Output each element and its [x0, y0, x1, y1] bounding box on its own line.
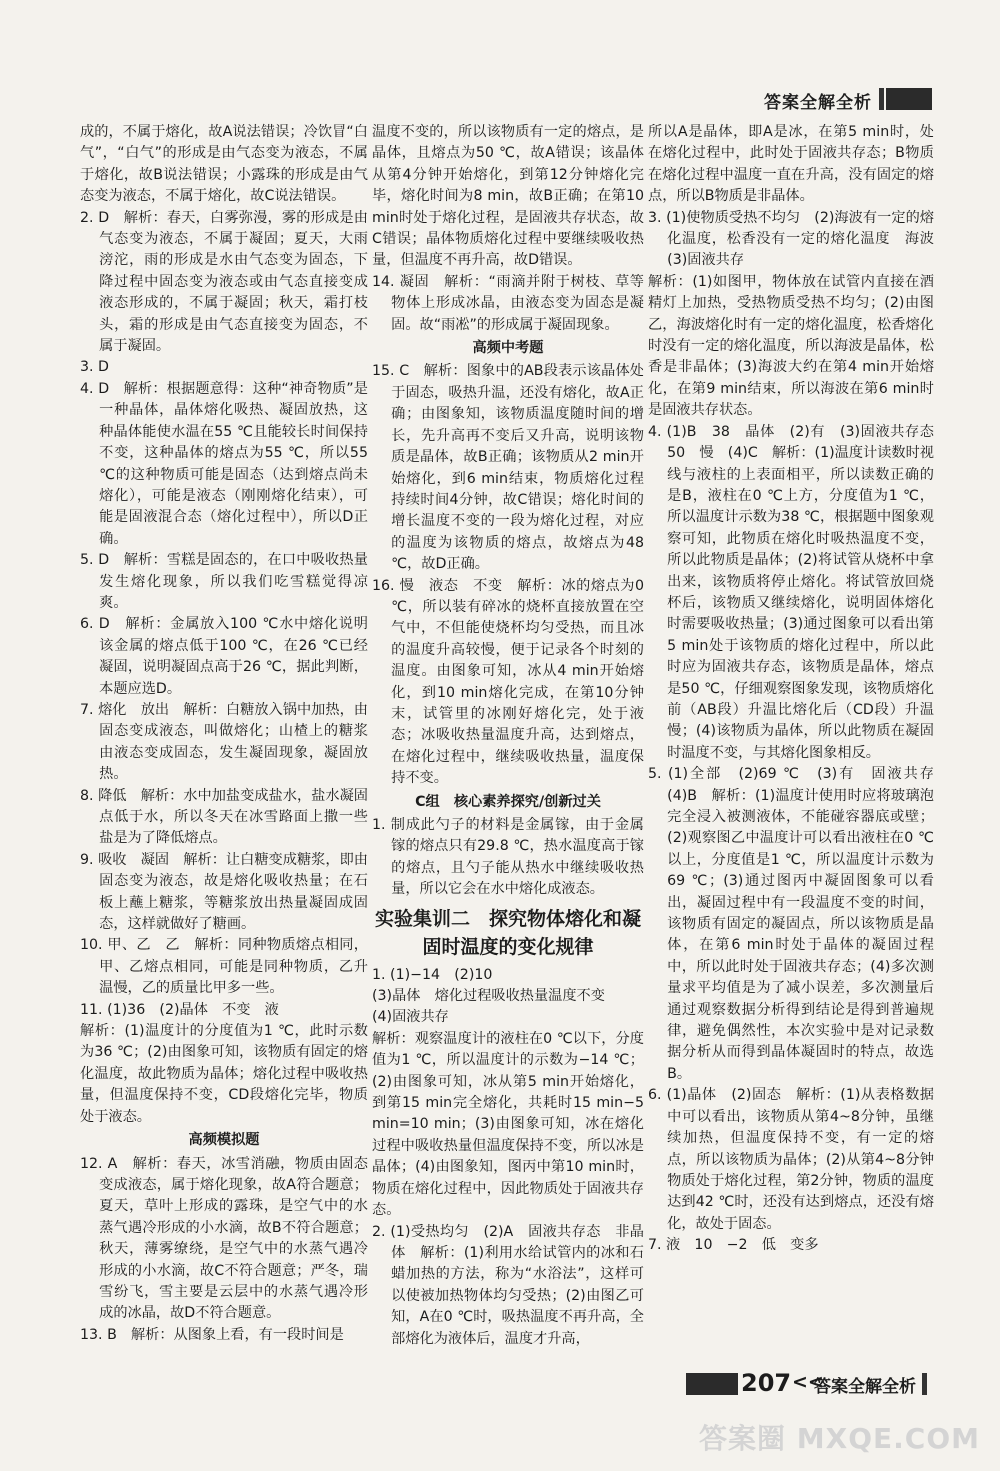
answer-paragraph: 14. 凝固 解析：“雨滴并附于树枝、草等物体上形成冰晶，由液态变为固态是凝固。故“雨凇”的形成属于凝固现象。 — [372, 273, 644, 333]
page-footer — [0, 1371, 1000, 1401]
answer-paragraph: 5. D 解析：雪糕是固态的，在口中吸收热量发生熔化现象，所以我们吃雪糕觉得凉爽。 — [80, 552, 368, 611]
answer-paragraph: 15. C 解析：图象中的AB段表示该晶体处于固态，吸热升温，还没有熔化，故A正确；由图象知，该物质温度随时间的增长，先升高再不变后又升高，说明该物质是晶体，故B正确；该物质从2 min开始熔化，到6 min结束，物质熔化过程持续时间4分钟，故C错误；熔化时间的增长温度不变的一段为熔化过程，对应的温度为该物质的熔点，故熔点为48 ℃，故D正确。 — [372, 363, 644, 573]
answer-paragraph: 4. (1)B 38 晶体 (2)有 (3)固液共存态 50 慢 (4)C 解析：(1)温度计读数时视线与液柱的上表面相平，所以读数正确的是B，液柱在0 ℃上方，分度值为1 ℃，所以温度计示数为38 ℃，根据题中图象观察可知，此物质在熔化时吸热温度不变，所以此物质是晶体；(2)将试管从烧杯中拿出来，该物质将停止熔化。将试管放回烧杯后，该物质又继续熔化，说明固体熔化时需要吸收热量；(3)通过图象可以看出第5 min处于该物质的熔化过程中，所以此时应为固液共存态，该物质是晶体，熔点是50 ℃，仔细观察图象发现，该物质熔化前（AB段）升温比熔化后（CD段）升温慢；(4)该物质为晶体，所以此物质在凝固时温度不变，与其熔化图象相反。 — [648, 423, 949, 761]
answer-paragraph: (4)固液共存 — [372, 1009, 449, 1026]
answer-paragraph: 温度不变的，所以该物质有一定的熔点，是晶体，且熔点为50 ℃，故A错误；该晶体从第4分钟开始熔化，到第12分钟熔化完毕，熔化时间为8 min，故B正确；在第10 min时处于熔化过程，是固液共存状态，故C错误；晶体物质熔化过程中要继续吸收热量，但温度不再升高，故D错误。 — [372, 124, 644, 269]
experiment-title: 实验集训二 探究物体熔化和凝固时温度的变化规律 — [374, 907, 641, 958]
answer-paragraph: 13. B 解析：从图象上看，有一段时间是 — [80, 1326, 344, 1343]
answer-paragraph: 解析：(1)如图甲，物体放在试管内直接在酒精灯上加热，受热物质受热不均匀；(2)由图乙，海波熔化时有一定的熔化温度，松香熔化时没有一定的熔化温度，所以海波是晶体，松香是非晶体；(3)海波大约在第4 min开始熔化，在第9 min结束，所以海波在第6 min时是固液共存状态。 — [648, 273, 934, 419]
answer-paragraph: 16. 慢 液态 不变 解析：冰的熔点为0 ℃，所以装有碎冰的烧杯直接放置在空气中，不但能使烧杯均匀受热，而且冰的温度升高较慢，便于记录各个时刻的温度。由图象可知，冰从4 min开始熔化，到10 min熔化完成，在第10分钟末，试管里的冰刚好熔化完，处于液态；冰吸收热量温度升高，达到熔点，在熔化过程中，继续吸收热量，温度保持不变。 — [372, 577, 644, 787]
answer-paragraph: 7. 液 10 −2 低 变多 — [648, 1237, 819, 1254]
answer-paragraph: 解析：观察温度计的液柱在0 ℃以下，分度值为1 ℃，所以温度计的示数为−14 ℃；(2)由图象可知，冰从第5 min开始熔化，到第15 min完全熔化，共耗时15 min−5 min=10 min；(3)由图象可知，冰在熔化过程中吸收热量但温度保持不变，所以冰是晶体；(4)由图象知，图丙中第10 min时，物质在熔化过程中，因此物质处于固液共存态。 — [372, 1030, 644, 1219]
footer-dark-block — [686, 1373, 738, 1395]
page-number: 207 — [741, 1369, 792, 1397]
page-header — [0, 86, 1000, 116]
chevron-left-icon: << — [792, 1371, 824, 1393]
answer-paragraph: 8. 降低 解析：水中加盐变成盐水，盐水凝固点低于水，所以冬天在冰雪路面上撒一些盐是为了降低熔点。 — [80, 787, 368, 847]
answer-paragraph: 所以A是晶体，即A是冰，在第5 min时，处在熔化过程中，此时处于固液共存态；B物质在熔化过程中温度一直在升高，没有固定的熔点，所以B物质是非晶体。 — [648, 124, 934, 205]
answer-paragraph: 4. D 解析：根据题意得：这种“神奇物质”是一种晶体，晶体熔化吸热、凝固放热，这种晶体能使水温在55 ℃且能较长时间保持不变，这种晶体的熔点为55 ℃，所以55 ℃的这种物质可能是固态（达到熔点尚未熔化），可能是液态（刚刚熔化结束），可能是固液混合态（熔化过程中），所以D正确。 — [80, 380, 368, 547]
answer-paragraph: 解析：(1)温度计的分度值为1 ℃，此时示数为36 ℃；(2)由图象可知，该物质有固定的熔化温度，故此物质为晶体；熔化过程中吸收热量，但温度保持不变，CD段熔化完毕，物质处于液态。 — [80, 1023, 368, 1125]
answer-paragraph: 10. 甲、乙 乙 解析：同种物质熔点相同，甲、乙熔点相同，可能是同种物质，乙升温慢，乙的质量比甲多一些。 — [80, 937, 368, 997]
footer-label: 答案全解全析 — [814, 1377, 916, 1397]
answer-paragraph: 3. D — [80, 359, 109, 376]
header-title: 答案全解全析 — [764, 93, 872, 113]
header-dark-block — [886, 88, 932, 110]
answer-paragraph: 3. (1)使物质受热不均匀 (2)海波有一定的熔化温度，松香没有一定的熔化温度 海波 (3)固液共存 — [648, 209, 949, 269]
answer-paragraph: 1. 制成此勺子的材料是金属镓，由于金属镓的熔点只有29.8 ℃，热水温度高于镓的熔点，且勺子能从热水中继续吸收热量，所以它会在水中熔化成液态。 — [372, 817, 644, 898]
answer-paragraph: 2. (1)受热均匀 (2)A 固液共存态 非晶体 解析：(1)利用水给试管内的冰和石蜡加热的方法，称为“水浴法”，这样可以使被加热物体均匀受热；(2)由图乙可知，A在0 ℃时，吸热温度不再升高，全部熔化为液体后，温度才升高， — [372, 1223, 644, 1347]
answer-paragraph: 2. D 解析：春天，白雾弥漫，雾的形成是由气态变为液态，不属于凝固；夏天，大雨滂沱，雨的形成是水由气态变为固态，下降过程中固态变为液态或由气态直接变成液态形成的，不属于凝固；秋天，霜打枝头，霜的形成是由气态直接变为固态，不属于凝固。 — [80, 209, 368, 355]
section-heading: 高频模拟题 — [188, 1132, 260, 1149]
answer-paragraph: 9. 吸收 凝固 解析：让白糖变成糖浆，即由固态变为液态，故是熔化吸收热量；在石板上蘸上糖浆，等糖浆放出热量凝固成固态，这样就做好了糖画。 — [80, 851, 368, 933]
section-heading: C组 核心素养探究/创新过关 — [415, 793, 601, 810]
answer-paragraph: 12. A 解析：春天，冰雪消融，物质由固态变成液态，属于熔化现象，故A符合题意；夏天，草叶上形成的露珠，是空气中的水蒸气遇冷形成的小水滴，故B不符合题意；秋天，薄雾缭绕，是空气中的水蒸气遇冷形成的小水滴，故C不符合题意；严冬，瑞雪纷飞，雪主要是云层中的水蒸气遇冷形成的冰晶，故D不符合题意。 — [80, 1155, 368, 1322]
answer-paragraph: 7. 熔化 放出 解析：白糖放入锅中加热，由固态变成液态，叫做熔化；山楂上的糖浆由液态变成固态，发生凝固现象，凝固放热。 — [80, 701, 368, 783]
answer-paragraph: 1. (1)−14 (2)10 — [372, 966, 493, 983]
answer-paragraph: 成的，不属于熔化，故A说法错误；冷饮冒“白气”，“白气”的形成是由气态变为液态，不属于熔化，故B说法错误；小露珠的形成是由气态变为液态，不属于熔化，故C说法错误。 — [80, 124, 368, 205]
answer-paragraph: 6. D 解析：金属放入100 ℃水中熔化说明该金属的熔点低于100 ℃，在26 ℃已经凝固，说明凝固点高于26 ℃，据此判断，本题应选D。 — [80, 616, 368, 697]
answer-column-1 — [80, 122, 368, 1372]
answer-paragraph: 11. (1)36 (2)晶体 不变 液 — [80, 1001, 279, 1018]
footer-divider-bar — [922, 1373, 927, 1395]
answer-paragraph: 6. (1)晶体 (2)固态 解析：(1)从表格数据中可以看出，该物质从第4~8分钟，虽继续加热，但温度保持不变，有一定的熔点，所以该物质为晶体；(2)从第4~8分钟物质处于熔化过程，第2分钟，物质的温度达到42 ℃时，还没有达到熔点，还没有熔化，故处于固态。 — [648, 1087, 934, 1232]
answer-paragraph: 5. (1)全部 (2)69 ℃ (3)有 固液共存 (4)B 解析：(1)温度计使用时应将玻璃泡完全浸入被测液体，不能碰容器底或壁；(2)观察图乙中温度计可以看出液柱在0 ℃以上，分度值是1 ℃，所以温度计示数为69 ℃；(3)通过图丙中凝固图象可以看出，凝固过程中有一段温度不变的时间，该物质有固定的凝固点，所以该物质是晶体，在第6 min时处于晶体的凝固过程中，所以此时处于固液共存态；(4)多次测量求平均值是为了减小误差，多次测量后通过观察数据分析得到结论是得到普遍规律，避免偶然性，本次实验中是对记录数据分析从而得到晶体凝固时的特点，故选B。 — [648, 766, 949, 1082]
answer-column-3 — [648, 122, 949, 1372]
watermark: 答案圈 MXQE.COM — [699, 1422, 980, 1455]
answer-column-2 — [372, 122, 644, 1372]
section-heading: 高频中考题 — [472, 340, 544, 357]
answer-paragraph: (3)晶体 熔化过程吸收热量温度不变 — [372, 988, 605, 1005]
header-divider-bar — [879, 88, 884, 110]
